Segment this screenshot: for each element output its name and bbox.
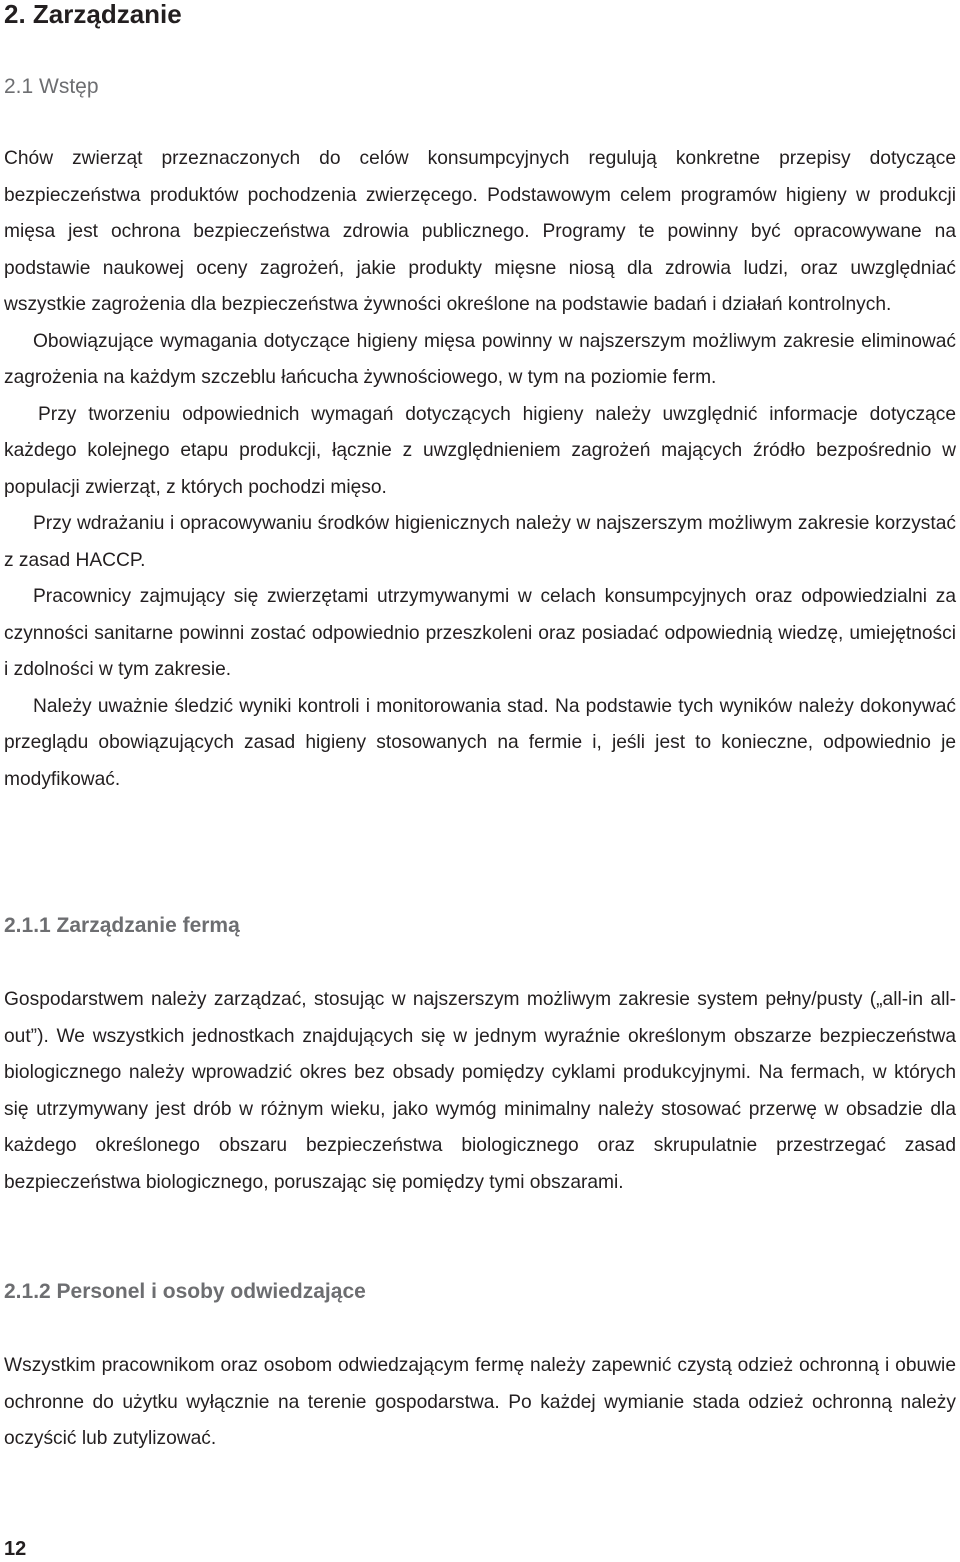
paragraph-staff-training: Pracownicy zajmujący się zwierzętami utrzymywanymi w celach konsumpcyjnych oraz odpowiedzialni za czynności sanitarne powinni zostać odpowiednio przeszkoleni oraz posiadać odpowiednią wiedzę, umiejętności i zdolności w tym zakresie. — [4, 586, 956, 680]
section-title-2-1: 2.1 Wstęp — [4, 75, 99, 98]
section-2-1-2-body — [4, 1348, 956, 1458]
section-2-1-1-body — [4, 982, 956, 1201]
page-number: 12 — [4, 1538, 27, 1560]
chapter-title: 2. Zarządzanie — [4, 0, 182, 29]
section-2-1-body — [4, 141, 956, 798]
section-title-2-1-2: 2.1.2 Personel i osoby odwiedzające — [4, 1280, 366, 1303]
paragraph-haccp: Przy wdrażaniu i opracowywaniu środków higienicznych należy w najszerszym możliwym zakresie korzystać z zasad HACCP. — [4, 513, 956, 571]
paragraph-monitoring: Należy uważnie śledzić wyniki kontroli i monitorowania stad. Na podstawie tych wyników należy dokonywać przeglądu obowiązujących zasad higieny stosowanych na fermie i, jeśli jest to konieczne, odpowiednio je modyfikować. — [4, 695, 956, 790]
paragraph-production-stages: Przy tworzeniu odpowiednich wymagań dotyczących higieny należy uwzględnić informacje dotyczące każdego kolejnego etapu produkcji, łącznie z uwzględnieniem zagrożeń mających źródło bezpośrednio w populacji zwierząt, z których pochodzi mięso. — [4, 403, 956, 498]
paragraph-intro: Chów zwierząt przeznaczonych do celów konsumpcyjnych regulują konkretne przepisy dotyczące bezpieczeństwa produktów pochodzenia zwierzęcego. Podstawowym celem programów higieny w produkcji mięsa jest ochrona bezpieczeństwa zdrowia publicznego. Programy te powinny być opracowywane na podstawie naukowej oceny zagrożeń, jakie produkty mięsne niosą dla zdrowia ludzi, oraz uwzględniać wszystkie zagrożenia dla bezpieczeństwa żywności określone na podstawie badań i działań kontrolnych. — [4, 148, 956, 315]
paragraph-farm-management: Gospodarstwem należy zarządzać, stosując w najszerszym możliwym zakresie system pełny/pusty („all-in all-out”). We wszystkich jednostkach znajdujących się w jednym wyraźnie określonym obszarze bezpieczeństwa biologicznego należy wprowadzić okres bez obsady pomiędzy cyklami produkcyjnymi. Na fermach, w których się utrzymywany jest drób w różnym wieku, jako wymóg minimalny należy stosować przerwę w obsadzie dla każdego określonego obszaru bezpieczeństwa biologicznego oraz skrupulatnie przestrzegać zasad bezpieczeństwa biologicznego, poruszając się pomiędzy tymi obszarami. — [4, 989, 956, 1193]
paragraph-personnel: Wszystkim pracownikom oraz osobom odwiedzającym fermę należy zapewnić czystą odzież ochronną i obuwie ochronne do użytku wyłącznie na terenie gospodarstwa. Po każdej wymianie stada odzież ochronną należy oczyścić lub zutylizować. — [4, 1355, 956, 1449]
section-title-2-1-1: 2.1.1 Zarządzanie fermą — [4, 914, 240, 937]
paragraph-meat-hygiene: Obowiązujące wymagania dotyczące higieny mięsa powinny w najszerszym możliwym zakresie eliminować zagrożenia na każdym szczeblu łańcucha żywnościowego, w tym na poziomie ferm. — [4, 330, 956, 388]
